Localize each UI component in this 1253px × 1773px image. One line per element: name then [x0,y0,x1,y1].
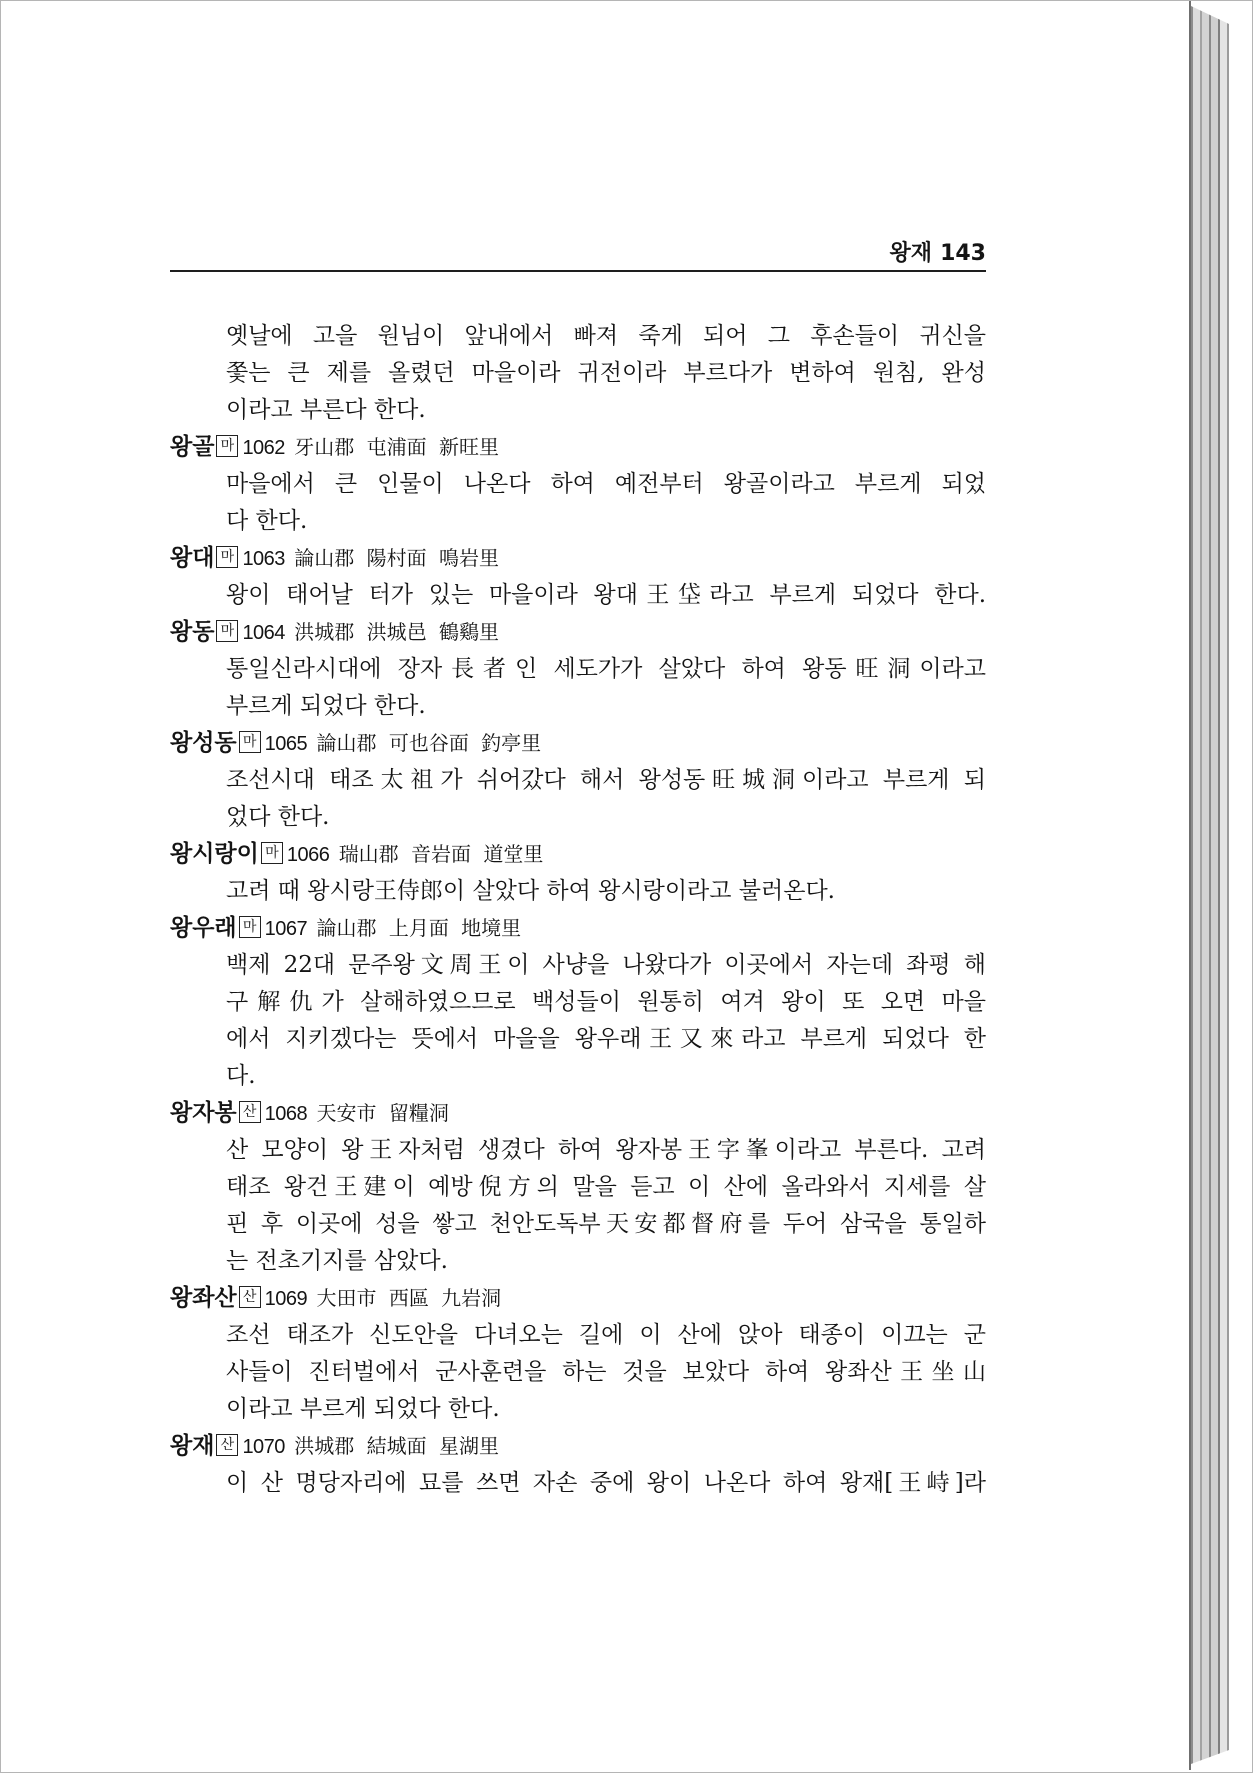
entry-name: 왕성동 [170,730,237,756]
page-number: 143 [940,241,986,266]
entry-heading [170,429,986,466]
entry-number: 1068 [264,1103,308,1125]
category-badge: 마 [239,916,261,938]
entry-heading [170,836,986,873]
text-line: 다. [226,1063,256,1089]
page-stack-edges [1191,6,1229,1764]
entry-heading [170,1095,986,1132]
text-line: 부르게 되었다 한다. [226,693,426,719]
text-line: 고려 때 왕시랑王侍郎이 살았다 하여 왕시랑이라고 불러온다. [226,878,835,904]
text-line: 는 전초기지를 삼았다. [226,1248,448,1274]
entry-name: 왕우래 [170,915,237,941]
text-line: 핀 후 이곳에 성을 쌓고 천안도독부天安都督府를 두어 삼국을 통일하 [226,1211,986,1237]
text-line: 사들이 진터벌에서 군사훈련을 하는 것을 보았다 하여 왕좌산王坐山 [226,1359,986,1385]
category-badge: 마 [216,546,238,568]
text-line: 산 모양이 왕王자처럼 생겼다 하여 왕자봉王字峯이라고 부른다. 고려 [226,1137,986,1163]
category-badge: 산 [239,1286,261,1308]
entry-location: 論山郡 可也谷面 釣亭里 [316,731,542,755]
category-badge: 마 [216,620,238,642]
entry-number: 1062 [242,437,285,459]
entry-name: 왕골 [170,434,215,460]
text-line: 었다 한다. [226,804,330,830]
header-rule [170,270,986,272]
running-head-title: 왕재 [889,241,933,266]
text-line: 태조 왕건王建이 예방倪方의 말을 듣고 이 산에 올라와서 지세를 살 [226,1174,986,1200]
entry-number: 1065 [264,733,308,755]
entry-number: 1070 [242,1436,285,1458]
entry-heading [170,614,986,651]
running-head [890,236,986,272]
text-line: 이라고 부른다 한다. [226,397,426,423]
category-badge: 마 [216,435,238,457]
entry-name: 왕좌산 [170,1285,237,1311]
category-badge: 산 [239,1101,261,1123]
text-line: 쫓는 큰 제를 올렸던 마을이라 귀전이라 부르다가 변하여 원침, 완성 [226,360,986,386]
entry-name: 왕대 [170,545,215,571]
text-line: 조선시대 태조太祖가 쉬어갔다 해서 왕성동旺城洞이라고 부르게 되 [226,767,986,793]
entry-heading [170,725,986,762]
category-badge: 산 [216,1434,238,1456]
entry-location: 洪城郡 結城面 星湖里 [294,1434,499,1458]
entry-heading [170,540,986,577]
text-line: 에서 지키겠다는 뜻에서 마을을 왕우래王又來라고 부르게 되었다 한 [226,1026,986,1052]
text-line: 이라고 부르게 되었다 한다. [226,1396,500,1422]
entry-number: 1066 [286,844,330,866]
entry-name: 왕시랑이 [170,841,259,867]
entry-name: 왕자봉 [170,1100,237,1126]
category-badge: 마 [261,842,283,864]
category-badge: 마 [239,731,261,753]
text-line: 옛날에 고을 원님이 앞내에서 빠져 죽게 되어 그 후손들이 귀신을 [226,323,986,349]
entry-location: 瑞山郡 音岩面 道堂里 [338,842,544,866]
body-text [170,318,986,1502]
text-line: 왕이 태어날 터가 있는 마을이라 왕대王垈라고 부르게 되었다 한다. [226,582,986,608]
entry-name: 왕동 [170,619,215,645]
entry-location: 大田市 西區 九岩洞 [316,1286,502,1310]
entry-number: 1067 [264,918,308,940]
entry-heading [170,1280,986,1317]
entry-heading [170,910,986,947]
text-line: 이 산 명당자리에 묘를 쓰면 자손 중에 왕이 나온다 하여 왕재[王峙]라 [226,1470,986,1496]
entry-heading [170,1428,986,1465]
text-line: 백제 22대 문주왕文周王이 사냥을 나왔다가 이곳에서 자는데 좌평 해 [226,952,986,978]
text-line: 조선 태조가 신도안을 다녀오는 길에 이 산에 앉아 태종이 이끄는 군 [226,1322,986,1348]
text-line: 다 한다. [226,508,308,534]
entry-location: 天安市 留糧洞 [316,1101,449,1125]
entry-location: 論山郡 陽村面 鳴岩里 [294,546,499,570]
entry-number: 1064 [242,622,285,644]
entry-name: 왕재 [170,1433,215,1459]
text-line: 마을에서 큰 인물이 나온다 하여 예전부터 왕골이라고 부르게 되었 [226,471,986,497]
entry-location: 論山郡 上月面 地境里 [316,916,522,940]
entry-number: 1069 [264,1288,308,1310]
text-line: 구解仇가 살해하였으므로 백성들이 원통히 여겨 왕이 또 오면 마을 [226,989,986,1015]
text-line: 통일신라시대에 장자長者인 세도가가 살았다 하여 왕동旺洞이라고 [226,656,986,682]
entry-location: 洪城郡 洪城邑 鶴鷄里 [294,620,499,644]
entry-number: 1063 [242,548,285,570]
entry-location: 牙山郡 屯浦面 新旺里 [294,435,499,459]
